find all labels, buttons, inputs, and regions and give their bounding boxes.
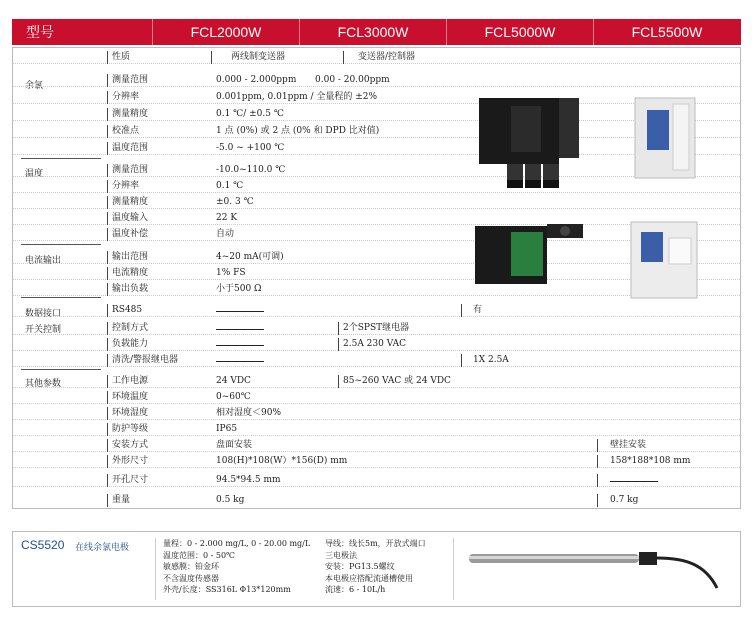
row-name: 测量精度 <box>107 196 148 209</box>
row-value: -10.0~110.0 ℃ <box>216 165 286 175</box>
row-value: 0.000 - 2.000ppm <box>216 75 297 85</box>
row-name: 安装方式 <box>107 439 148 452</box>
sensor-spec-line: 安装：PG13.5螺纹 <box>325 562 395 571</box>
not-available-dash <box>216 329 264 330</box>
row-value: 0~60℃ <box>216 392 251 402</box>
group-divider <box>21 369 101 370</box>
sensor-model: CS5520 <box>21 538 65 552</box>
row-name: 温度范围 <box>107 142 148 155</box>
column-divider <box>338 375 339 388</box>
row-name: 温度补偿 <box>107 228 148 241</box>
row-value: 壁挂安装 <box>610 440 647 450</box>
fcl5000w-front-photo <box>471 92 591 216</box>
table-row <box>13 304 740 317</box>
row-name: 输出范围 <box>107 251 148 264</box>
table-row <box>13 455 740 468</box>
row-value: 变送器/控制器 <box>358 52 416 62</box>
table-row <box>13 354 740 367</box>
sensor-spec-line: 不含温度传感器 <box>163 573 219 583</box>
column-divider <box>461 304 462 317</box>
row-value: 自动 <box>216 229 235 239</box>
row-value: 0.1 ℃/ ±0.5 ℃ <box>216 109 284 119</box>
column-divider <box>597 439 598 452</box>
row-name: 环境温度 <box>107 391 148 404</box>
row-value: 1X 2.5A <box>473 355 509 365</box>
column-divider <box>343 51 344 64</box>
group-divider <box>21 297 101 298</box>
sensor-spec-line: 导线：线长5m，开放式端口 <box>325 539 426 548</box>
row-name: 防护等级 <box>107 423 148 436</box>
row-value: 1% FS <box>216 268 246 278</box>
not-available-dash <box>610 481 658 482</box>
model-fcl5500w: FCL5500W <box>593 19 740 45</box>
table-row <box>13 338 740 351</box>
row-name: 分辨率 <box>107 180 139 193</box>
row-name: RS485 <box>107 304 142 317</box>
column-divider <box>338 322 339 335</box>
row-name: 工作电源 <box>107 375 148 388</box>
table-row <box>13 196 740 209</box>
model-fcl5000w: FCL5000W <box>446 19 593 45</box>
sensor-info-box <box>12 531 741 607</box>
sensor-description: 在线余氯电极 <box>75 543 130 553</box>
table-row <box>13 74 740 87</box>
table-row <box>13 439 740 452</box>
row-value: 94.5*94.5 mm <box>216 475 281 485</box>
group-label-comm: 数据接口 <box>25 309 62 319</box>
row-name: 测量范围 <box>107 164 148 177</box>
row-name: 电流精度 <box>107 267 148 280</box>
column-divider <box>155 538 156 600</box>
fcl5000w-back-photo <box>471 218 591 288</box>
column-divider <box>597 455 598 468</box>
row-value: 85~260 VAC 或 24 VDC <box>343 376 451 386</box>
row-value: 24 VDC <box>216 376 251 386</box>
table-row <box>13 474 740 487</box>
row-value: IP65 <box>216 424 238 434</box>
group-label-switch: 开关控制 <box>25 325 62 335</box>
sensor-spec-line: 温度范围：0 - 50℃ <box>163 550 236 560</box>
model-fcl3000w: FCL3000W <box>299 19 446 45</box>
table-row <box>13 423 740 436</box>
row-name: 重量 <box>107 494 130 507</box>
row-value: 4~20 mA(可调) <box>216 252 284 262</box>
not-available-dash <box>216 345 264 346</box>
row-value: 2.5A 230 VAC <box>343 339 406 349</box>
row-name: 外形尺寸 <box>107 455 148 468</box>
row-value: 1 点 (0%) 或 2 点 (0% 和 DPD 比对值) <box>216 126 380 136</box>
row-name: 开孔尺寸 <box>107 474 148 487</box>
not-available-dash <box>216 311 264 312</box>
row-name: 测量范围 <box>107 74 148 87</box>
sensor-spec-line: 三电极法 <box>325 550 357 560</box>
row-value: 22 K <box>216 213 238 223</box>
not-available-dash <box>216 361 264 362</box>
table-row <box>13 391 740 404</box>
row-name: 测量精度 <box>107 108 148 121</box>
fcl5500w-back-photo <box>625 218 705 302</box>
row-value: 0.001ppm, 0.01ppm / 全量程的 ±2% <box>216 92 378 102</box>
row-value: 有 <box>473 305 483 315</box>
sensor-spec-col-1 <box>163 538 310 596</box>
row-name: 校准点 <box>107 125 139 138</box>
row-value: 相对湿度＜90% <box>216 408 282 418</box>
model-fcl2000w: FCL2000W <box>152 19 299 45</box>
sensor-spec-col-2 <box>325 538 426 596</box>
row-value: 158*188*108 mm <box>610 456 691 466</box>
column-divider <box>338 338 339 351</box>
column-divider <box>211 51 212 64</box>
row-name: 环境湿度 <box>107 407 148 420</box>
column-divider <box>597 474 598 487</box>
row-value: 2个SPST继电器 <box>343 323 410 333</box>
row-value: 两线制变送器 <box>231 52 286 62</box>
row-name: 温度输入 <box>107 212 148 225</box>
row-name: 分辨率 <box>107 91 139 104</box>
sensor-spec-line: 本电极应搭配流通槽使用 <box>325 573 413 583</box>
row-value: 小于500 Ω <box>216 284 262 294</box>
sensor-spec-line: 外壳/长度：SS316L Φ13*120mm <box>163 585 291 594</box>
sensor-probe-photo <box>465 538 735 602</box>
row-name: 性质 <box>107 51 130 64</box>
row-value: 0.7 kg <box>610 495 639 505</box>
row-name: 清洗/警报继电器 <box>107 354 178 367</box>
table-row <box>13 322 740 335</box>
row-value: 108(H)*108(W）*156(D) mm <box>216 456 348 466</box>
row-name: 负载能力 <box>107 338 148 351</box>
group-label-temperature: 温度 <box>25 169 44 179</box>
table-row <box>13 407 740 420</box>
fcl5500w-front-photo <box>625 92 705 182</box>
group-label-chlorine: 余氯 <box>25 81 44 91</box>
sensor-spec-line: 流速：6 - 10L/h <box>325 585 386 594</box>
column-divider <box>453 538 454 600</box>
model-label: 型号 <box>26 24 54 40</box>
row-name: 控制方式 <box>107 322 148 335</box>
sensor-spec-line: 敏感膜：铂金环 <box>163 562 219 571</box>
group-label-current: 电流输出 <box>25 256 62 266</box>
group-divider <box>21 158 101 159</box>
group-label-other: 其他参数 <box>25 379 62 389</box>
row-value: 盘面安装 <box>216 440 253 450</box>
table-row <box>13 494 740 507</box>
spec-table <box>12 47 741 509</box>
row-value: 0.00 - 20.00ppm <box>315 75 390 85</box>
row-value: 0.1 ℃ <box>216 181 244 191</box>
column-divider <box>461 354 462 367</box>
row-value: ±0. 3 ℃ <box>216 197 254 207</box>
row-name: 输出负载 <box>107 283 148 296</box>
row-value: -5.0 ~ +100 ℃ <box>216 143 285 153</box>
table-row <box>13 375 740 388</box>
row-value: 0.5 kg <box>216 495 245 505</box>
group-divider <box>21 244 101 245</box>
column-divider <box>597 494 598 507</box>
model-header-bar <box>12 19 741 45</box>
sensor-spec-line: 量程：0 - 2.000 mg/L, 0 - 20.00 mg/L <box>163 539 311 548</box>
table-row <box>13 51 740 64</box>
